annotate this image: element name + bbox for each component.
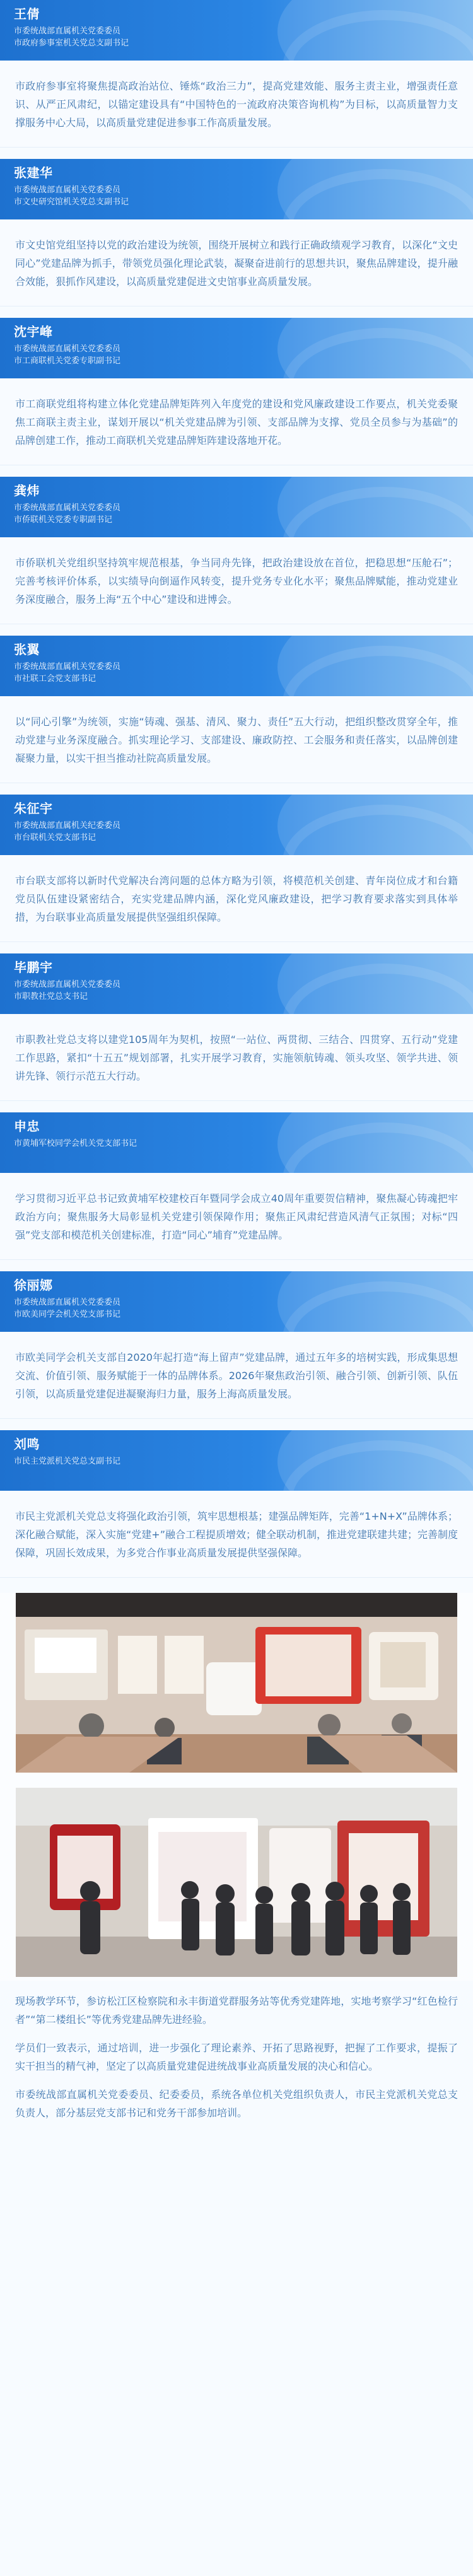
- speaker-section: [0, 477, 473, 624]
- speaker-header-text: [0, 159, 473, 208]
- speaker-role-line: 市欧美同学会机关党支部书记: [14, 1310, 121, 1319]
- speaker-body-text: 市工商联党组将构建立体化党建品牌矩阵列入年度党的建设和党风廉政建设工作要点，机关党委聚焦工商联主责主业，谋划开展以“机关党建品牌为引领、支部品牌为支撑、党员全员参与为基础”的品牌创建工作，推动工商联机关党建品牌矩阵建设落地开花。: [0, 378, 473, 465]
- speaker-header-text: [0, 0, 473, 49]
- speaker-header-text: [0, 795, 473, 844]
- speaker-name: 张翼: [14, 642, 40, 657]
- speaker-role-line: 市委统战部直属机关党委委员: [14, 344, 121, 354]
- speaker-header-band: [0, 1430, 473, 1491]
- speaker-role-line: 市职教社党总支书记: [14, 992, 88, 1001]
- speaker-role-line: 市台联机关党支部书记: [14, 833, 96, 842]
- speaker-role-line: 市政府参事室机关党总支副书记: [14, 38, 129, 48]
- speaker-role-line: 市民主党派机关党总支副书记: [14, 1457, 121, 1466]
- speaker-header-band: [0, 159, 473, 219]
- speaker-header-band: [0, 636, 473, 696]
- speaker-header-band: [0, 318, 473, 378]
- closing-paragraph: 市委统战部直属机关党委委员、纪委委员，系统各单位机关党组织负责人，市民主党派机关党总支负责人，部分基层党支部书记和党务干部参加培训。: [15, 2089, 458, 2119]
- group-visit-illustration: [16, 1788, 457, 1977]
- speaker-role-line: 市委统战部直属机关党委委员: [14, 26, 121, 36]
- speaker-section: [0, 318, 473, 465]
- speaker-header-text: [0, 1430, 473, 1467]
- speaker-header-text: [0, 953, 473, 1003]
- photo-spacer: [0, 1773, 473, 1788]
- speaker-role-line: 市委统战部直属机关党委委员: [14, 1298, 121, 1307]
- speaker-role-line: 市委统战部直属机关党委委员: [14, 980, 121, 989]
- closing-text: [0, 1981, 473, 2140]
- speaker-body-text: 以“同心引擎”为统领，实施“铸魂、强基、清风、聚力、责任”五大行动，把组织整改贯穿全年，推动党建与业务深度融合。抓实理论学习、支部建设、廉政防控、工会服务和责任落实，以品牌创建凝聚力量，以实干担当推动社院高质量发展。: [0, 696, 473, 783]
- speaker-role-line: 市委统战部直属机关党委委员: [14, 662, 121, 672]
- speaker-role-line: 市委统战部直属机关党委委员: [14, 185, 121, 195]
- speaker-body-text: 学习贯彻习近平总书记致黄埔军校建校百年暨同学会成立40周年重要贺信精神，聚焦凝心铸魂把牢政治方向；聚焦服务大局彰显机关党建引领保障作用；聚焦正风肃纪营造风清气正氛围；对标“四强”党支部和模范机关创建标准，打造“同心”埔育”党建品牌。: [0, 1173, 473, 1260]
- speaker-section: [0, 1430, 473, 1578]
- speaker-header-band: [0, 953, 473, 1014]
- speaker-body-text: 市职教社党总支将以建党105周年为契机，按照“一站位、两贯彻、三结合、四贯穿、五行动”党建工作思路，紧扣“十五五”规划部署，扎实开展学习教育，实施领航铸魂、领头攻坚、领学共进、领讲先锋、领行示范五大行动。: [0, 1014, 473, 1101]
- speaker-name: 沈宇峰: [14, 324, 53, 339]
- speaker-name: 刘鸣: [14, 1437, 40, 1452]
- exhibition-room-photo: [16, 1593, 457, 1773]
- speaker-body-text: 市欧美同学会机关支部自2020年起打造“海上留声”党建品牌，通过五年多的培树实践，形成集思想交流、价值引领、服务赋能于一体的品牌体系。2026年聚焦政治引领、融合引领、创新引领、队伍引领，以高质量党建促进凝聚海归力量，服务上海高质量发展。: [0, 1332, 473, 1419]
- speaker-header-text: [0, 1271, 473, 1320]
- speaker-header-band: [0, 1112, 473, 1173]
- speaker-name: 徐丽娜: [14, 1278, 53, 1293]
- speaker-body-text: 市台联支部将以新时代党解决台湾问题的总体方略为引领，将模范机关创建、青年岗位成才和台籍党员队伍建设紧密结合，充实党建品牌内涵，深化党风廉政建设，把学习教育要求落实到具体举措，为台联事业高质量发展提供坚强组织保障。: [0, 855, 473, 942]
- speaker-section: [0, 1271, 473, 1419]
- speaker-role-line: 市文史研究馆机关党总支副书记: [14, 197, 129, 207]
- speaker-role-line: 市社联工会党支部书记: [14, 674, 96, 684]
- speaker-section: [0, 159, 473, 306]
- speaker-header-band: [0, 0, 473, 61]
- speaker-section: [0, 953, 473, 1101]
- speaker-body-text: 市文史馆党组坚持以党的政治建设为统领，围绕开展树立和践行正确政绩观学习教育，以深化“文史同心”党建品牌为抓手，带领党员强化理论武装，凝聚奋进前行的思想共识，聚焦品牌建设，提升融合效能，狠抓作风建设，以高质量党建促进文史馆事业高质量发展。: [0, 219, 473, 306]
- group-visit-photo: [16, 1788, 457, 1977]
- speaker-name: 张建华: [14, 165, 53, 180]
- speaker-section: [0, 0, 473, 148]
- speaker-name: 龚炜: [14, 483, 40, 498]
- speaker-role-line: 市工商联机关党委专职副书记: [14, 356, 121, 366]
- speaker-name: 王倩: [14, 6, 40, 21]
- speaker-role-line: 市黄埔军校同学会机关党支部书记: [14, 1139, 137, 1148]
- speaker-section: [0, 1112, 473, 1260]
- speaker-name: 朱征宇: [14, 801, 53, 816]
- exhibition-room-illustration: [16, 1593, 457, 1773]
- closing-paragraph: 学员们一致表示，通过培训，进一步强化了理论素养、开拓了思路视野，把握了工作要求，提振了实干担当的精气神，坚定了以高质量党建促进统战事业高质量发展的决心和信心。: [15, 2042, 458, 2072]
- speaker-section: [0, 636, 473, 783]
- speaker-header-band: [0, 477, 473, 537]
- speaker-role-line: 市委统战部直属机关纪委委员: [14, 821, 121, 830]
- speaker-name: 毕鹏宇: [14, 960, 53, 975]
- speaker-header-band: [0, 1271, 473, 1332]
- speaker-header-text: [0, 318, 473, 367]
- closing-paragraph: 现场教学环节，参访松江区检察院和永丰街道党群服务站等优秀党建阵地，实地考察学习“红色检行者”“第二楼组长”等优秀党建品牌先进经验。: [15, 1995, 458, 2025]
- speaker-role-line: 市侨联机关党委专职副书记: [14, 515, 113, 525]
- speaker-body-text: 市政府参事室将聚焦提高政治站位、锤炼“政治三力”，提高党建效能、服务主责主业，增强责任意识、从严正风肃纪，以锚定建设具有“中国特色的一流政府决策咨询机构”为目标，以高质量智力支撑服务中心大局，以高质量党建促进参事工作高质量发展。: [0, 61, 473, 148]
- speaker-role-line: 市委统战部直属机关党委委员: [14, 503, 121, 513]
- speaker-header-text: [0, 1112, 473, 1150]
- speaker-body-text: 市民主党派机关党总支将强化政治引领，筑牢思想根基；建强品牌矩阵，完善“1+N+X”品牌体系；深化融合赋能，深入实施“党建+”融合工程提质增效；健全联动机制，推进党建联建共建；完善制度保障，巩固长效成果，为多党合作事业高质量发展提供坚强保障。: [0, 1491, 473, 1578]
- speaker-header-text: [0, 477, 473, 526]
- speaker-header-text: [0, 636, 473, 685]
- speaker-name: 申忠: [14, 1119, 40, 1134]
- photo-gallery: [0, 1593, 473, 1981]
- speaker-section: [0, 795, 473, 942]
- speaker-body-text: 市侨联机关党组织坚持筑牢规范根基，争当同舟先锋，把政治建设放在首位，把稳思想“压舱石”；完善考核评价体系，以实绩导向倒逼作风转变，提升党务专业化水平；聚焦品牌赋能，推动党建业务深度融合，服务上海“五个中心”建设和进博会。: [0, 537, 473, 624]
- speaker-header-band: [0, 795, 473, 855]
